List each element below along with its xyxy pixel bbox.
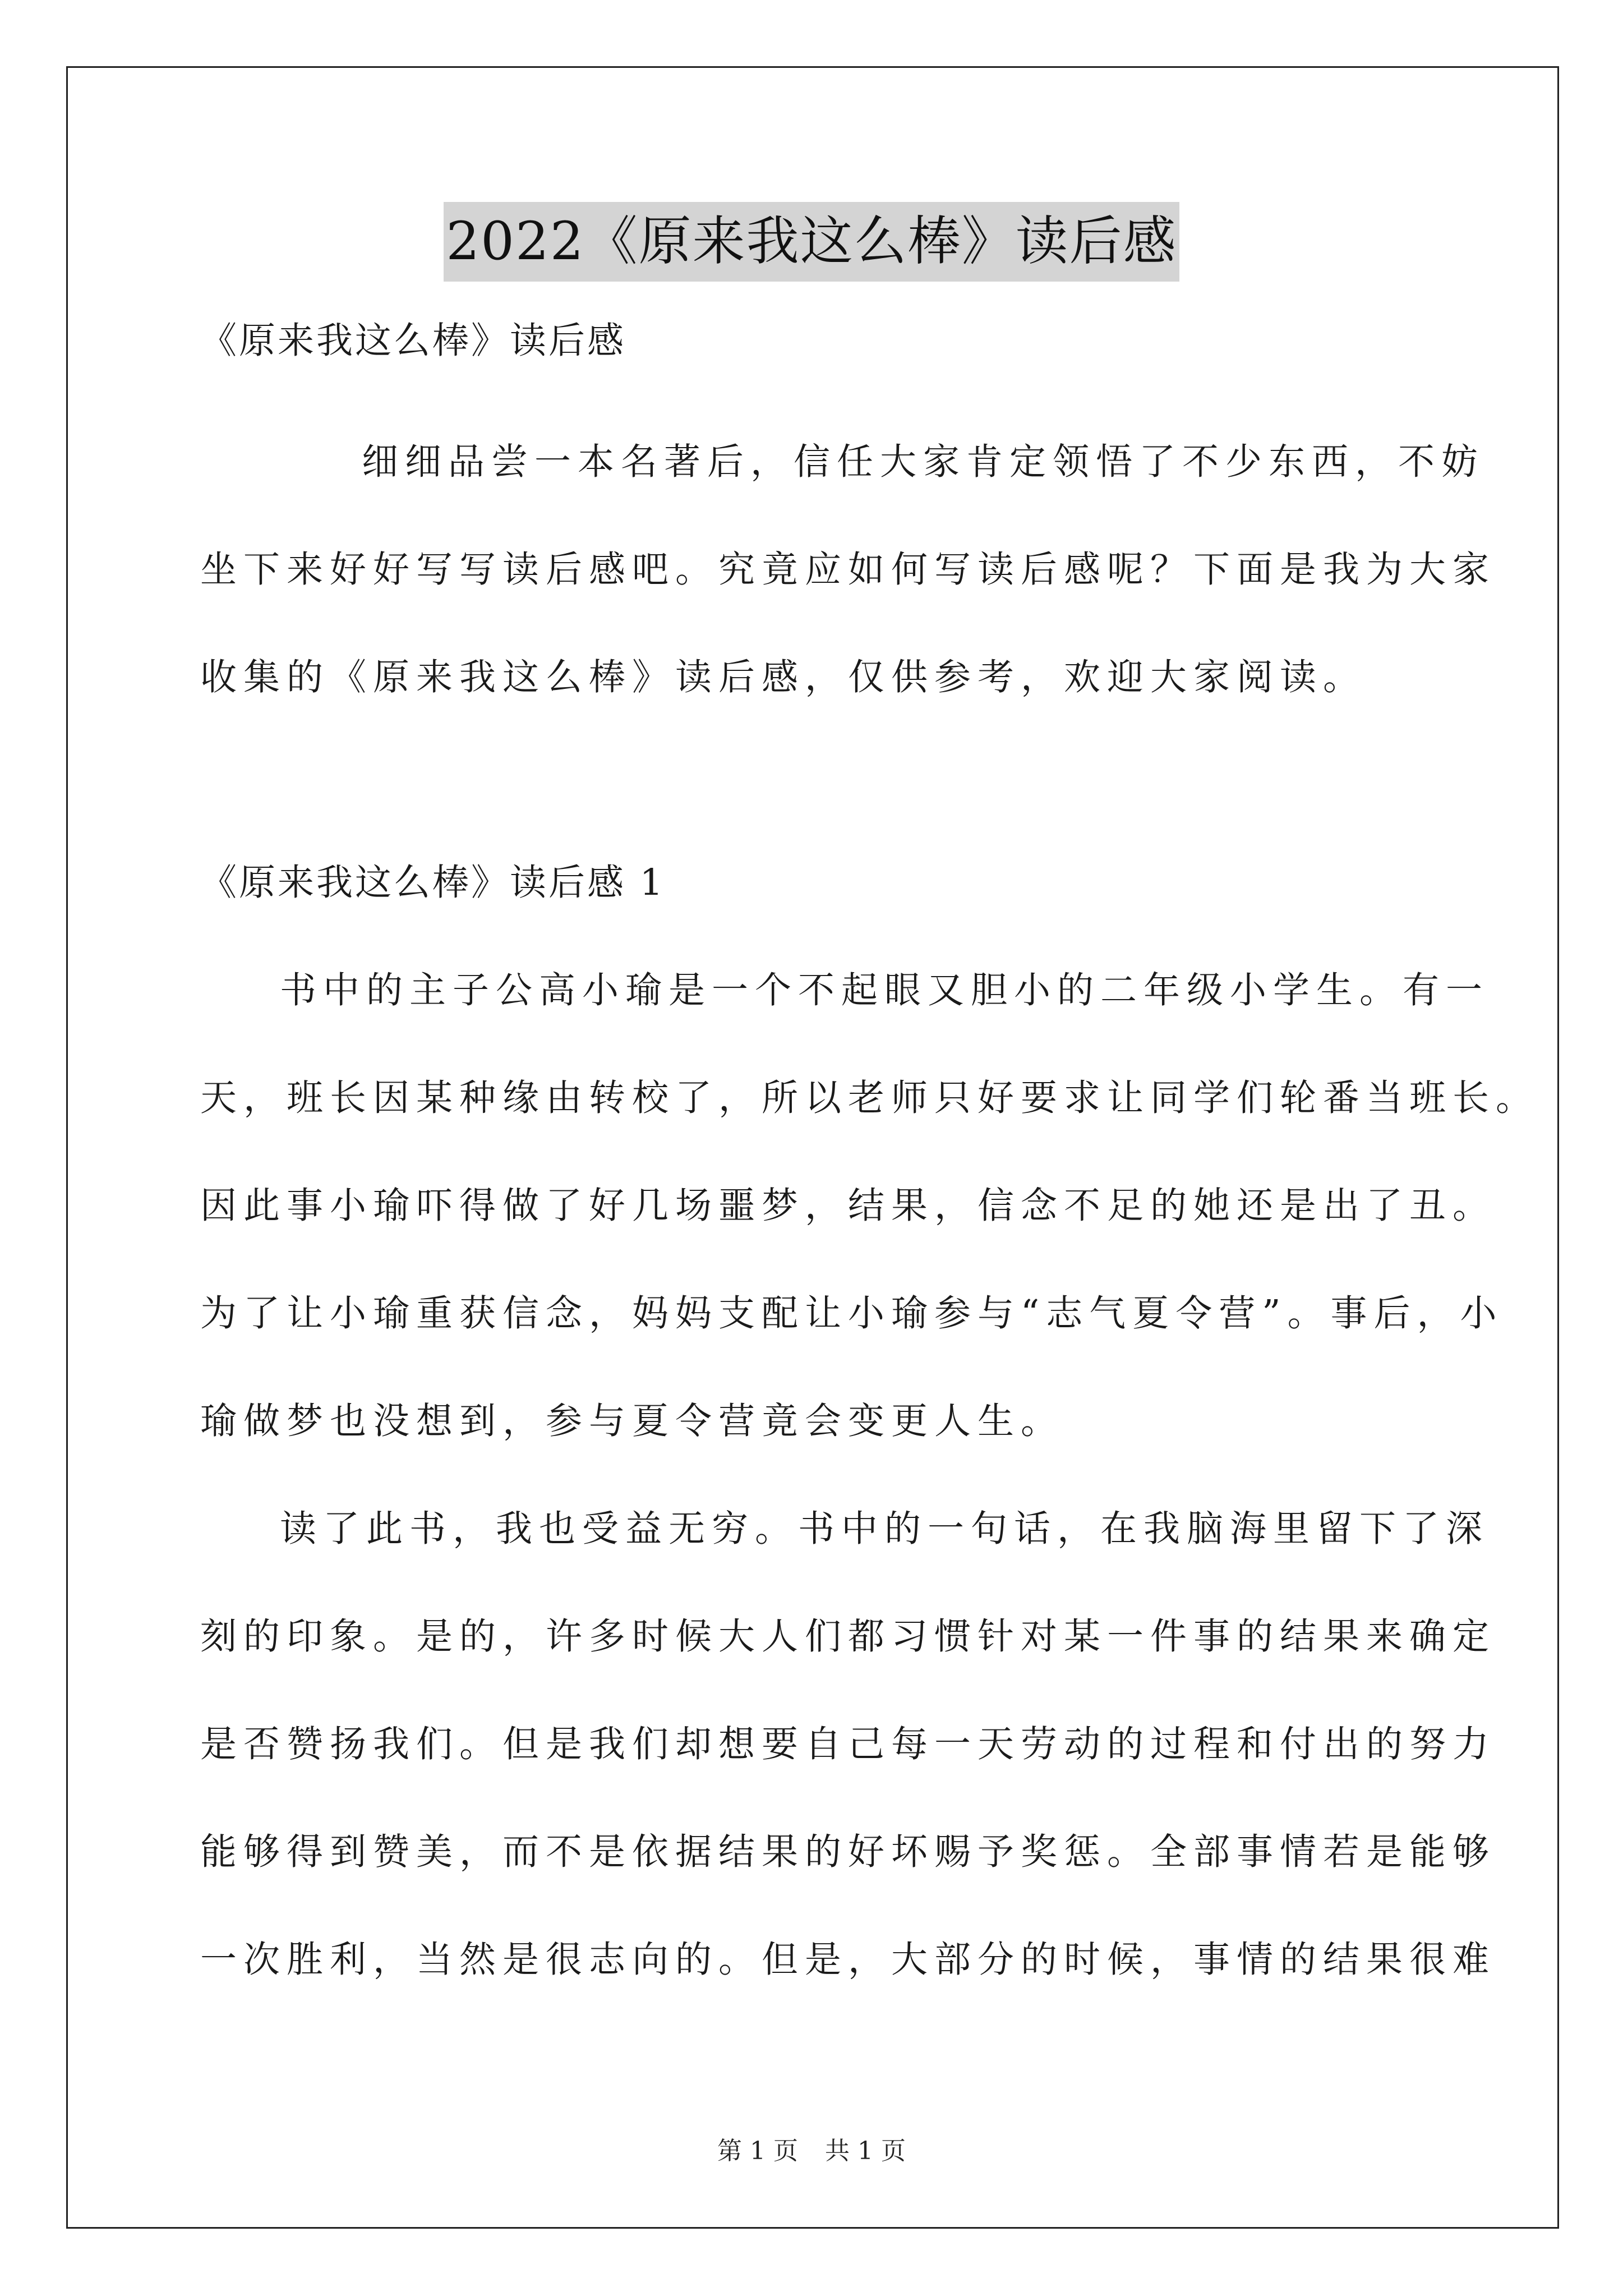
text-line: 读了此书，我也受益无穷。书中的一句话，在我脑海里留下了深 [280, 1508, 1490, 1550]
text-line: 一次胜利，当然是很志向的。但是，大部分的时候，事情的结果很难 [200, 1939, 1496, 1981]
text-line: 细细品尝一本名著后，信任大家肯定领悟了不少东西，不妨 [362, 441, 1485, 483]
text-line: 刻的印象。是的，许多时候大人们都习惯针对某一件事的结果来确定 [200, 1616, 1496, 1658]
section-heading: 《原来我这么棒》读后感 1 [200, 862, 666, 904]
text-line: 坐下来好好写写读后感吧。究竟应如何写读后感呢？下面是我为大家 [200, 549, 1496, 591]
total-pages: 共 1 页 [825, 2137, 906, 2165]
body-paragraph-2 [200, 1502, 1496, 1987]
document-title: 2022《原来我这么棒》读后感 [444, 202, 1179, 282]
page-footer [0, 2131, 1623, 2166]
text-line: 能够得到赞美，而不是依据结果的好坏赐予奖惩。全部事情若是能够 [200, 1831, 1496, 1873]
text-line: 为了让小瑜重获信念，妈妈支配让小瑜参与“志气夏令营”。事后，小 [200, 1292, 1504, 1335]
document-subtitle: 《原来我这么棒》读后感 [200, 320, 626, 362]
intro-paragraph [200, 435, 1496, 705]
page-number: 第 1 页 [717, 2137, 798, 2165]
text-line: 瑜做梦也没想到，参与夏令营竟会变更人生。 [200, 1400, 1064, 1442]
text-line: 书中的主子公高小瑜是一个不起眼又胆小的二年级小学生。有一 [280, 969, 1490, 1011]
text-line: 收集的《原来我这么棒》读后感，仅供参考，欢迎大家阅读。 [200, 656, 1367, 698]
document-title-container [0, 202, 1623, 282]
text-line: 天，班长因某种缘由转校了，所以老师只好要求让同学们轮番当班长。 [200, 1077, 1539, 1119]
text-line: 是否赞扬我们。但是我们却想要自己每一天劳动的过程和付出的努力 [200, 1723, 1496, 1765]
body-paragraph-1 [200, 964, 1539, 1448]
text-line: 因此事小瑜吓得做了好几场噩梦，结果，信念不足的她还是出了丑。 [200, 1185, 1496, 1227]
document-body [200, 314, 1539, 1987]
